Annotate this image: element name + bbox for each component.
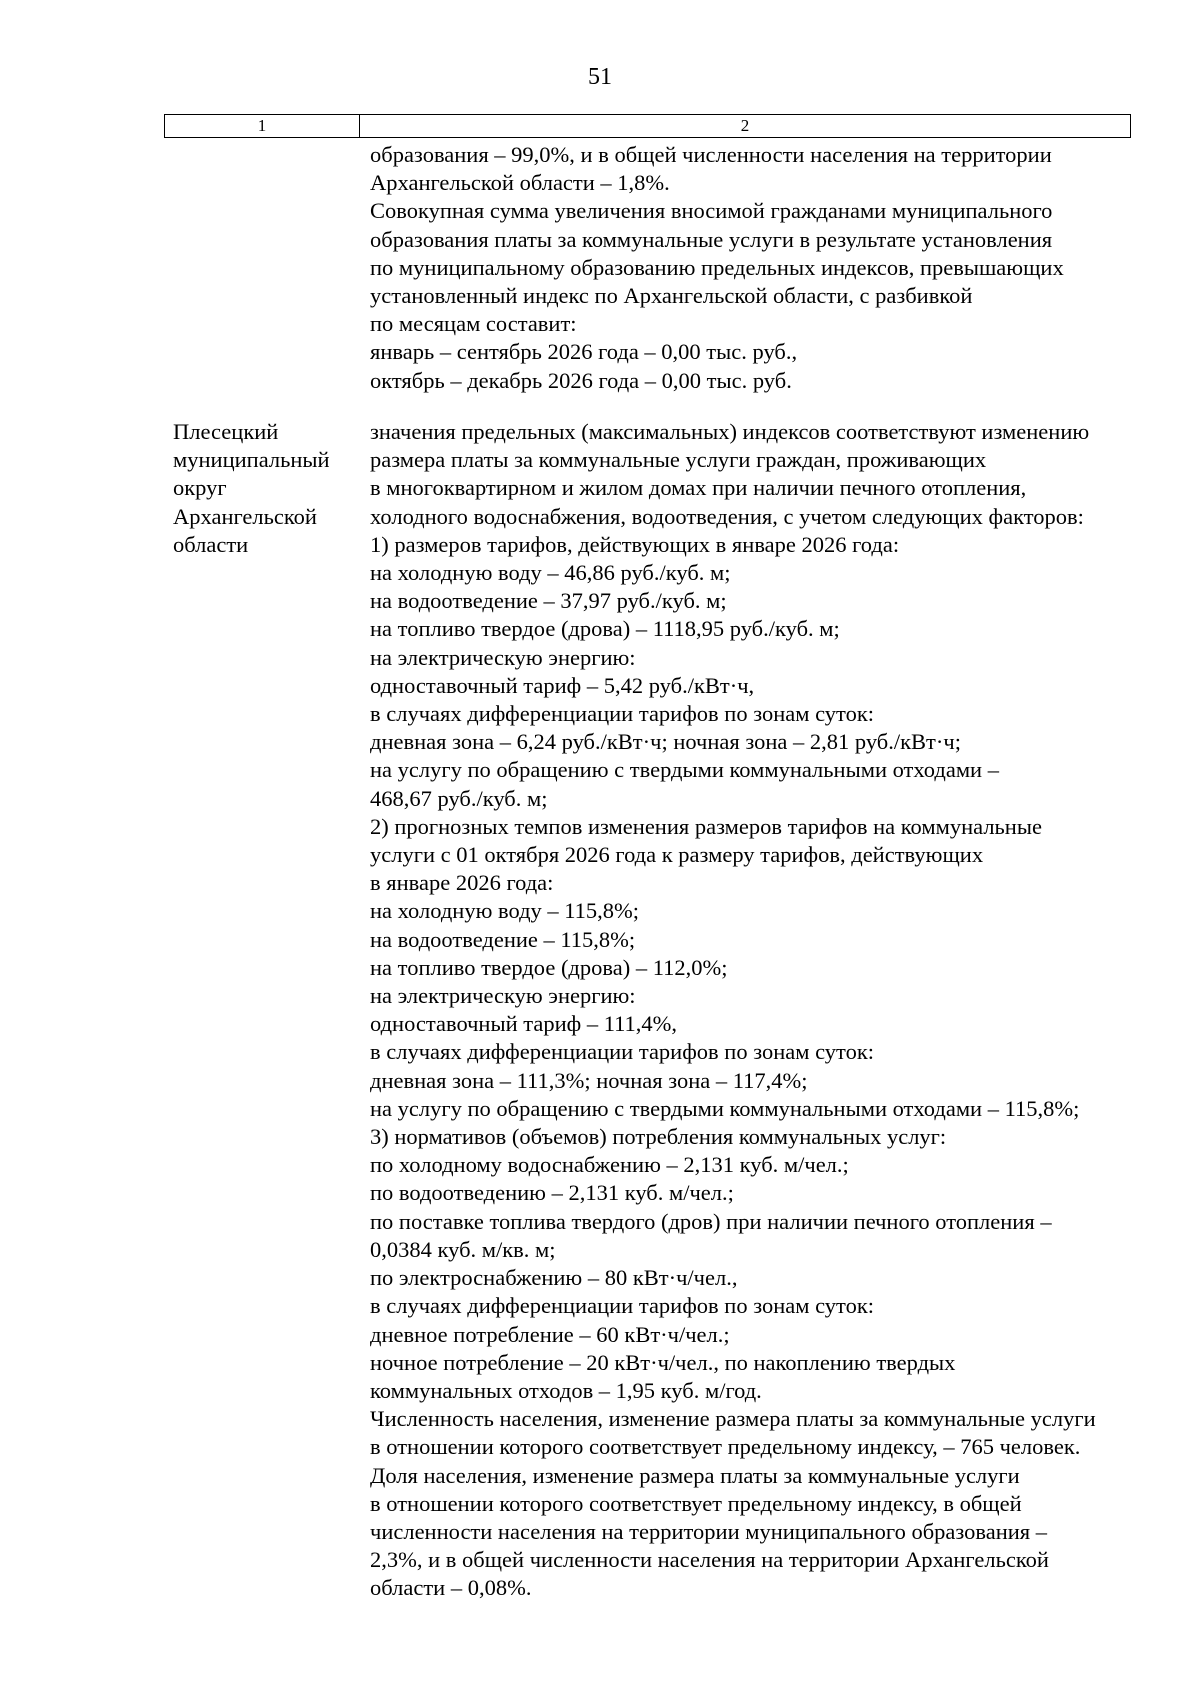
text-line: на услугу по обращению с твердыми коммунальными отходами – 115,8%; xyxy=(370,1095,1080,1121)
text-line: на услугу по обращению с твердыми коммунальными отходами – xyxy=(370,757,999,783)
text-line: коммунальных отходов – 1,95 куб. м/год. xyxy=(370,1377,762,1403)
text-line: одноставочный тариф – 5,42 руб./кВт·ч, xyxy=(370,672,755,698)
text-line: в январе 2026 года: xyxy=(370,870,554,896)
text-line: в случаях дифференциации тарифов по зонам суток: xyxy=(370,1039,875,1065)
text-line: по электроснабжению – 80 кВт·ч/чел., xyxy=(370,1265,738,1291)
text-line: дневное потребление – 60 кВт·ч/чел.; xyxy=(370,1321,730,1347)
text-line: в многоквартирном и жилом домах при наличии печного отопления, xyxy=(370,475,1027,501)
text-line: дневная зона – 111,3%; ночная зона – 117,4%; xyxy=(370,1067,808,1093)
text-line: по водоотведению – 2,131 куб. м/чел.; xyxy=(370,1180,734,1206)
text-line: в отношении которого соответствует предельному индексу, в общей xyxy=(370,1490,1022,1516)
table-column-header xyxy=(164,114,1131,138)
municipality-name xyxy=(173,418,363,559)
text-line: дневная зона – 6,24 руб./кВт·ч; ночная зона – 2,81 руб./кВт·ч; xyxy=(370,729,961,755)
text-line: образования – 99,0%, и в общей численности населения на территории xyxy=(370,142,1052,167)
text-line: по поставке топлива твердого (дров) при наличии печного отопления – xyxy=(370,1208,1052,1234)
text-line: на топливо твердое (дрова) – 112,0%; xyxy=(370,954,728,980)
text-line: 1) размеров тарифов, действующих в январе 2026 года: xyxy=(370,531,900,557)
text-line: по холодному водоснабжению – 2,131 куб. м/чел.; xyxy=(370,1152,849,1178)
text-line: на электрическую энергию: xyxy=(370,983,636,1009)
column-header-2: 2 xyxy=(740,116,750,135)
text-line: ночное потребление – 20 кВт·ч/чел., по накоплению твердых xyxy=(370,1349,956,1375)
text-line: услуги с 01 октября 2026 года к размеру тарифов, действующих xyxy=(370,842,984,868)
text-line: Доля населения, изменение размера платы за коммунальные услуги xyxy=(370,1462,1020,1488)
text-line: 0,0384 куб. м/кв. м; xyxy=(370,1236,556,1262)
text-line: на водоотведение – 115,8%; xyxy=(370,926,636,952)
text-line: области – 0,08%. xyxy=(370,1575,532,1601)
text-line: в случаях дифференциации тарифов по зонам суток: xyxy=(370,701,875,727)
municipality-line: округ xyxy=(173,475,227,501)
text-line: в отношении которого соответствует предельному индексу, – 765 человек. xyxy=(370,1434,1081,1460)
municipality-line: области xyxy=(173,531,249,557)
text-line: по муниципальному образованию предельных индексов, превышающих xyxy=(370,254,1064,280)
text-line: холодного водоснабжения, водоотведения, с учетом следующих факторов: xyxy=(370,503,1084,529)
text-line: размера платы за коммунальные услуги граждан, проживающих xyxy=(370,447,987,473)
text-line: значения предельных (максимальных) индексов соответствуют изменению xyxy=(370,419,1090,444)
text-line: 2,3%, и в общей численности населения на территории Архангельской xyxy=(370,1547,1049,1573)
municipality-line: муниципальный xyxy=(173,447,330,473)
text-line: установленный индекс по Архангельской области, с разбивкой xyxy=(370,283,973,309)
text-line: образования платы за коммунальные услуги в результате установления xyxy=(370,226,1053,252)
text-line: численности населения на территории муниципального образования – xyxy=(370,1518,1047,1544)
text-line: 2) прогнозных темпов изменения размеров тарифов на коммунальные xyxy=(370,813,1042,839)
continued-text-block xyxy=(370,141,1160,395)
page-number: 51 xyxy=(588,64,612,90)
text-line: на холодную воду – 46,86 руб./куб. м; xyxy=(370,560,731,586)
text-line: по месяцам составит: xyxy=(370,311,577,337)
text-line: 468,67 руб./куб. м; xyxy=(370,785,548,811)
municipality-line: Архангельской xyxy=(173,503,317,529)
text-line: 3) нормативов (объемов) потребления коммунальных услуг: xyxy=(370,1124,947,1150)
text-line: на топливо твердое (дрова) – 1118,95 руб./куб. м; xyxy=(370,616,840,642)
text-line: октябрь – декабрь 2026 года – 0,00 тыс. руб. xyxy=(370,367,792,393)
municipality-line: Плесецкий xyxy=(173,419,279,444)
text-line: одноставочный тариф – 111,4%, xyxy=(370,1011,678,1037)
text-line: на электрическую энергию: xyxy=(370,644,636,670)
text-line: Численность населения, изменение размера платы за коммунальные услуги xyxy=(370,1406,1096,1432)
text-line: в случаях дифференциации тарифов по зонам суток: xyxy=(370,1293,875,1319)
text-line: Совокупная сумма увеличения вносимой гражданами муниципального xyxy=(370,198,1053,224)
text-line: январь – сентябрь 2026 года – 0,00 тыс. руб., xyxy=(370,339,798,365)
entry-text-block xyxy=(370,418,1160,1603)
text-line: на холодную воду – 115,8%; xyxy=(370,898,640,924)
column-header-1: 1 xyxy=(165,115,360,137)
text-line: Архангельской области – 1,8%. xyxy=(370,170,670,196)
text-line: на водоотведение – 37,97 руб./куб. м; xyxy=(370,588,727,614)
